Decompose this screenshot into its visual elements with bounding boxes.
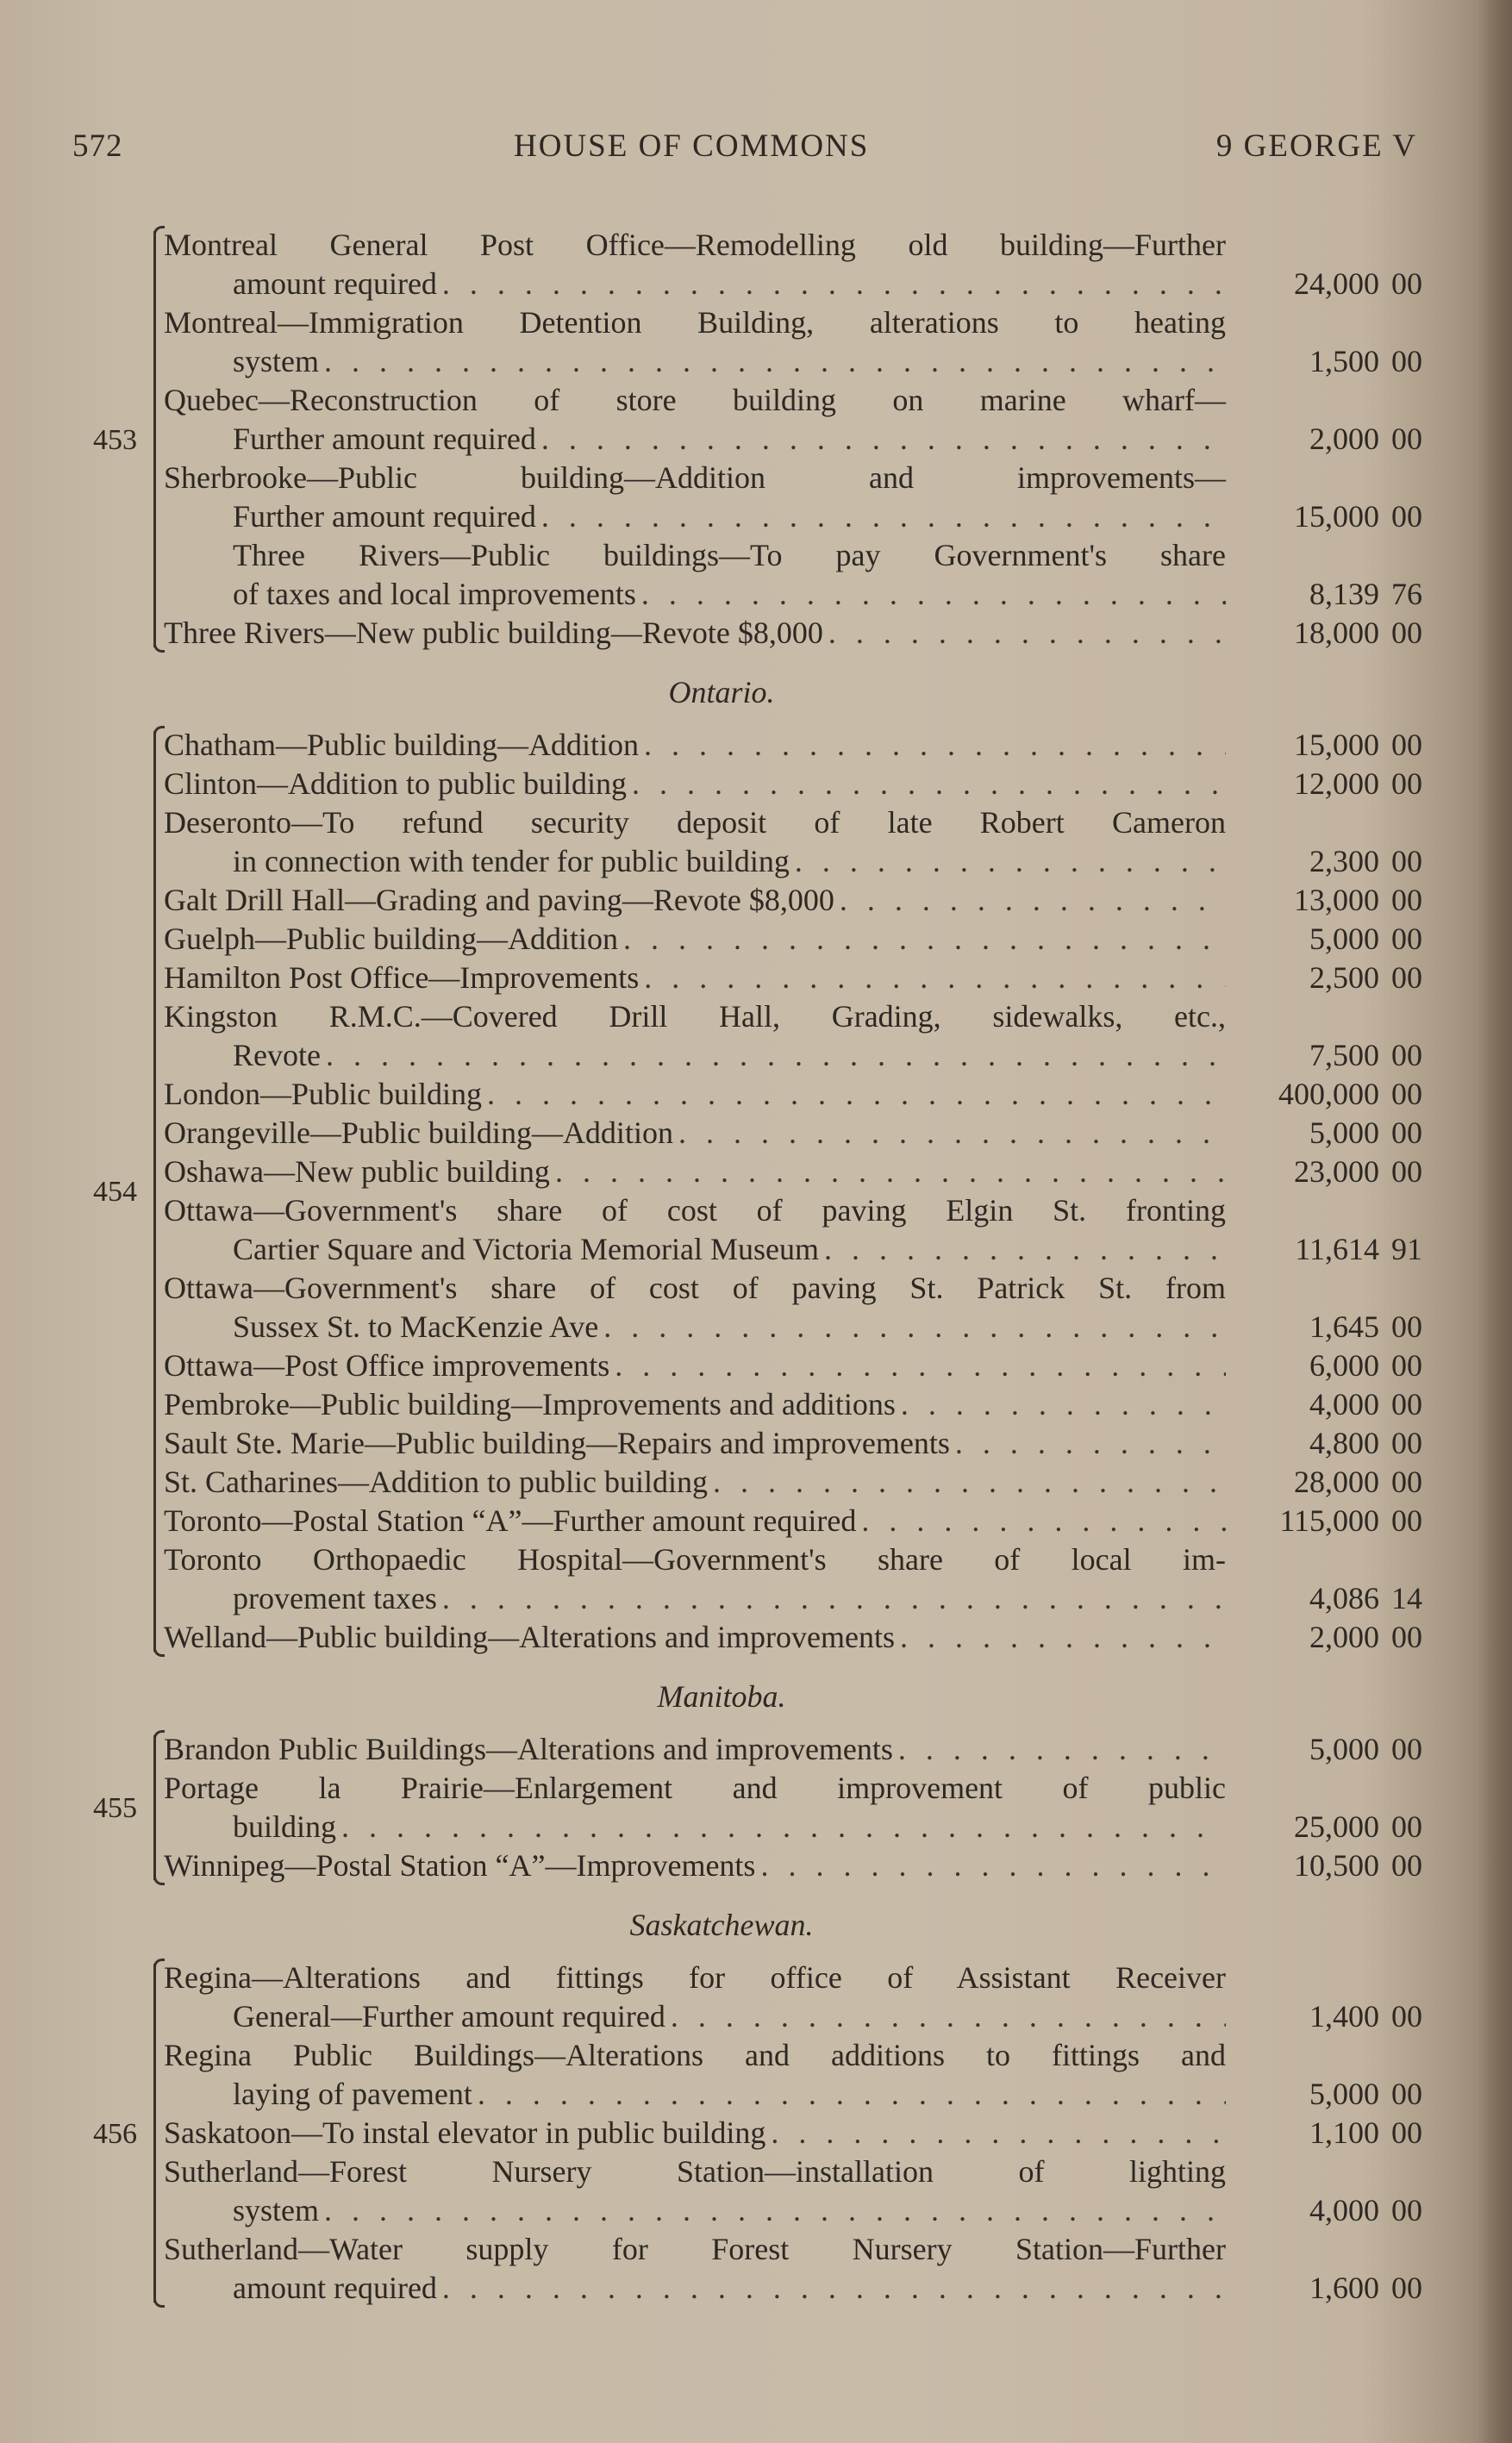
amount-cents: 00 [1391,266,1422,301]
entry-description [164,1959,1226,2036]
entry-last-line: Ottawa—Post Office improvements [164,1348,610,1383]
entry-last-line: Galt Drill Hall—Grading and paving—Revote $8,000 [164,883,834,917]
entry-first-line: Quebec—Reconstruction of store building on marine wharf— [164,383,1226,417]
appropriation-entry [0,1959,1512,2036]
dot-leader [478,2075,1226,2114]
entry-amount [1241,1730,1422,1769]
amount-cents: 00 [1391,2077,1422,2111]
vote-group [0,1730,1512,1885]
entry-amount [1241,842,1422,881]
appropriation-entry [0,1540,1512,1618]
amount-cents: 00 [1391,1426,1422,1460]
entry-last-line: in connection with tender for public building [233,844,790,878]
amount-cents: 00 [1391,1038,1422,1072]
entry-description [164,303,1226,381]
dot-leader [771,2114,1226,2152]
amount-dollars: 5,000 [1309,922,1379,956]
entry-amount [1241,1036,1422,1075]
entry-amount [1241,726,1422,765]
section-heading: Manitoba. [657,1679,786,1714]
entry-last-line: Clinton—Addition to public building [164,766,628,801]
entry-description [164,1769,1226,1846]
vote-number: 456 [93,2118,137,2150]
appropriation-entry [0,226,1512,303]
entry-amount [1241,342,1422,381]
entry-last-line: Sault Ste. Marie—Public building—Repairs and improvements [164,1426,950,1460]
appropriation-entry [0,1769,1512,1846]
entry-last-line: amount required [233,2271,437,2305]
amount-dollars: 5,000 [1309,2077,1379,2111]
appropriation-entry [0,803,1512,881]
appropriation-entry [0,614,1512,653]
amount-cents: 00 [1391,1809,1422,1844]
amount-cents: 00 [1391,2271,1422,2305]
entry-last-line: Brandon Public Buildings—Alterations and improvements [164,1732,893,1766]
amount-dollars: 4,086 [1309,1581,1379,1615]
dot-leader [861,1502,1226,1540]
entry-amount [1241,881,1422,920]
section-heading: Ontario. [668,675,775,709]
amount-cents: 00 [1391,1999,1422,2034]
entry-description [164,614,1226,653]
amount-cents: 00 [1391,1732,1422,1766]
amount-cents: 00 [1391,728,1422,762]
dot-leader [623,920,1226,959]
amount-cents: 00 [1391,1115,1422,1150]
entry-first-line: Montreal General Post Office—Remodelling old building—Further [164,228,1226,262]
dot-leader [341,1808,1226,1846]
amount-dollars: 2,000 [1309,1620,1379,1654]
entry-first-line: Montreal—Immigration Detention Building, alterations to heating [164,305,1226,340]
entry-amount [1241,1153,1422,1191]
appropriation-entry [0,2152,1512,2230]
amount-cents: 00 [1391,344,1422,378]
vote-number: 455 [93,1792,137,1824]
amount-cents: 91 [1391,1232,1422,1266]
entry-first-line: Portage la Prairie—Enlargement and improvement of public [164,1771,1226,1805]
entry-first-line: Deseronto—To refund security deposit of late Robert Cameron [164,805,1226,840]
amount-dollars: 6,000 [1309,1348,1379,1383]
entry-description [164,2230,1226,2308]
entry-amount [1241,2114,1422,2152]
appropriation-entry [0,1269,1512,1346]
dot-leader [603,1308,1226,1346]
entry-description [164,1075,1226,1114]
amount-dollars: 1,400 [1309,1999,1379,2034]
dot-leader [442,1579,1226,1618]
amount-dollars: 25,000 [1294,1809,1379,1844]
entry-description [164,920,1226,959]
amount-dollars: 5,000 [1309,1115,1379,1150]
entry-last-line: Further amount required [233,499,536,534]
entry-amount [1241,2075,1422,2114]
entry-last-line: Guelph—Public building—Addition [164,922,618,956]
entry-last-line: Cartier Square and Victoria Memorial Museum [233,1232,819,1266]
entry-first-line: Sutherland—Water supply for Forest Nursery Station—Further [164,2232,1226,2266]
entry-amount [1241,1075,1422,1114]
entry-description [164,881,1226,920]
entry-description [164,1346,1226,1385]
entry-last-line: Three Rivers—New public building—Revote $8,000 [164,615,823,650]
entry-last-line: system [233,2193,320,2227]
entry-amount [1241,265,1422,303]
amount-cents: 00 [1391,615,1422,650]
dot-leader [644,726,1226,765]
entry-amount [1241,2269,1422,2308]
entry-description [164,1463,1226,1502]
appropriation-entry [0,1424,1512,1463]
amount-dollars: 115,000 [1279,1503,1379,1538]
entry-description [164,765,1226,803]
entry-last-line: Further amount required [233,422,536,456]
amount-dollars: 15,000 [1294,728,1379,762]
entry-first-line: Sherbrooke—Public building—Addition and improvements— [164,460,1226,495]
appropriation-entry [0,1385,1512,1424]
amount-dollars: 5,000 [1309,1732,1379,1766]
appropriation-entry [0,1153,1512,1191]
entry-description [164,381,1226,459]
entry-amount [1241,1385,1422,1424]
entry-last-line: Winnipeg—Postal Station “A”—Improvements [164,1848,756,1883]
amount-dollars: 18,000 [1294,615,1379,650]
dot-leader [713,1463,1226,1502]
dot-leader [955,1424,1226,1463]
amount-cents: 00 [1391,1848,1422,1883]
amount-cents: 00 [1391,883,1422,917]
entry-amount [1241,1230,1422,1269]
amount-dollars: 1,500 [1309,344,1379,378]
dot-leader [898,1730,1226,1769]
entry-amount [1241,1618,1422,1657]
amount-dollars: 1,600 [1309,2271,1379,2305]
vote-number: 453 [93,424,137,456]
amount-cents: 00 [1391,960,1422,995]
appropriation-entry [0,1730,1512,1769]
entry-amount [1241,420,1422,459]
amount-cents: 00 [1391,1348,1422,1383]
appropriation-entry [0,1191,1512,1269]
vote-number: 454 [93,1176,137,1208]
appropriation-entry [0,2230,1512,2308]
appropriation-entry [0,1075,1512,1114]
entry-last-line: Oshawa—New public building [164,1154,550,1189]
appropriation-entry [0,459,1512,536]
entry-description [164,1191,1226,1269]
appropriation-entry [0,1618,1512,1657]
entry-first-line: Kingston R.M.C.—Covered Drill Hall, Grading, sidewalks, etc., [164,999,1226,1034]
amount-cents: 00 [1391,1387,1422,1421]
amount-cents: 00 [1391,1465,1422,1499]
entry-last-line: Sussex St. to MacKenzie Ave [233,1309,599,1344]
dot-leader [828,614,1226,653]
entry-last-line: General—Further amount required [233,1999,665,2034]
entry-last-line: amount required [233,266,437,301]
entry-description [164,1269,1226,1346]
entry-last-line: Saskatoon—To instal elevator in public building [164,2115,766,2150]
amount-cents: 00 [1391,766,1422,801]
entry-amount [1241,575,1422,614]
amount-dollars: 10,500 [1294,1848,1379,1883]
amount-dollars: 2,000 [1309,422,1379,456]
amount-dollars: 1,100 [1309,2115,1379,2150]
amount-dollars: 400,000 [1278,1077,1379,1111]
vote-group [0,726,1512,1657]
amount-cents: 00 [1391,844,1422,878]
amount-cents: 00 [1391,922,1422,956]
entry-last-line: provement taxes [233,1581,437,1615]
dot-leader [678,1114,1226,1153]
entry-last-line: Revote [233,1038,321,1072]
amount-cents: 76 [1391,577,1422,611]
appropriation-entry [0,959,1512,997]
entry-amount [1241,1308,1422,1346]
entry-last-line: Toronto—Postal Station “A”—Further amount required [164,1503,857,1538]
entry-amount [1241,1808,1422,1846]
page-number: 572 [72,128,123,164]
amount-dollars: 2,500 [1309,960,1379,995]
appropriation-entry [0,1346,1512,1385]
appropriation-entry [0,997,1512,1075]
entry-description [164,536,1226,614]
dot-leader [615,1346,1226,1385]
entry-description [164,1385,1226,1424]
entry-amount [1241,1846,1422,1885]
entry-amount [1241,1114,1422,1153]
entry-last-line: London—Public building [164,1077,482,1111]
amount-cents: 00 [1391,1154,1422,1189]
entry-description [164,1424,1226,1463]
dot-leader [541,497,1226,536]
appropriation-entry [0,765,1512,803]
entry-last-line: Hamilton Post Office—Improvements [164,960,640,995]
dot-leader [671,1997,1226,2036]
entry-amount [1241,765,1422,803]
dot-leader [487,1075,1226,1114]
appropriation-entry [0,1114,1512,1153]
entry-amount [1241,1997,1422,2036]
appropriation-entry [0,536,1512,614]
dot-leader [326,1036,1226,1075]
amount-dollars: 4,000 [1309,2193,1379,2227]
amount-cents: 00 [1391,2115,1422,2150]
vote-group [0,226,1512,653]
entry-first-line: Ottawa—Government's share of cost of paving St. Patrick St. from [164,1271,1226,1305]
amount-dollars: 4,000 [1309,1387,1379,1421]
appropriation-entry [0,1846,1512,1885]
appropriation-entry [0,2036,1512,2114]
amount-dollars: 1,645 [1309,1309,1379,1344]
entry-description [164,1618,1226,1657]
entry-first-line: Toronto Orthopaedic Hospital—Government's share of local im- [164,1542,1226,1577]
amount-cents: 00 [1391,2193,1422,2227]
entry-first-line: Sutherland—Forest Nursery Station—installation of lighting [164,2154,1226,2189]
amount-dollars: 23,000 [1294,1154,1379,1189]
entry-last-line: Chatham—Public building—Addition [164,728,639,762]
entry-amount [1241,2191,1422,2230]
appropriation-entry [0,381,1512,459]
dot-leader [555,1153,1226,1191]
entry-amount [1241,1424,1422,1463]
entry-amount [1241,1579,1422,1618]
amount-cents: 00 [1391,1503,1422,1538]
entry-last-line: building [233,1809,337,1844]
entry-first-line: Ottawa—Government's share of cost of paving Elgin St. fronting [164,1193,1226,1228]
amount-dollars: 7,500 [1309,1038,1379,1072]
amount-dollars: 24,000 [1294,266,1379,301]
entry-amount [1241,614,1422,653]
entry-description [164,226,1226,303]
entry-amount [1241,497,1422,536]
dot-leader [541,420,1226,459]
dot-leader [840,881,1226,920]
dot-leader [901,1385,1226,1424]
dot-leader [900,1618,1226,1657]
amount-dollars: 15,000 [1294,499,1379,534]
appropriation-entry [0,726,1512,765]
dot-leader [632,765,1226,803]
appropriation-entry [0,1502,1512,1540]
entry-description [164,2152,1226,2230]
appropriation-entry [0,1463,1512,1502]
amount-cents: 14 [1391,1581,1422,1615]
entry-description [164,1153,1226,1191]
entry-last-line: system [233,344,320,378]
amount-cents: 00 [1391,1309,1422,1344]
dot-leader [644,959,1226,997]
entry-description [164,959,1226,997]
entry-last-line: laying of pavement [233,2077,472,2111]
amount-dollars: 11,614 [1295,1232,1379,1266]
entry-description [164,2114,1226,2152]
entry-amount [1241,959,1422,997]
entry-description [164,1730,1226,1769]
entry-last-line: St. Catharines—Addition to public building [164,1465,708,1499]
entry-description [164,997,1226,1075]
section-heading: Saskatchewan. [629,1908,814,1942]
amount-cents: 00 [1391,422,1422,456]
entry-last-line: of taxes and local improvements [233,577,636,611]
dot-leader [324,342,1226,381]
amount-dollars: 4,800 [1309,1426,1379,1460]
entry-description [164,1502,1226,1540]
entry-amount [1241,1346,1422,1385]
appropriation-entry [0,303,1512,381]
appropriation-entry [0,920,1512,959]
amount-cents: 00 [1391,499,1422,534]
entry-description [164,1114,1226,1153]
amount-dollars: 8,139 [1309,577,1379,611]
dot-leader [795,842,1226,881]
entry-description [164,2036,1226,2114]
appropriation-entry [0,881,1512,920]
amount-dollars: 28,000 [1294,1465,1379,1499]
amount-dollars: 12,000 [1294,766,1379,801]
amount-dollars: 13,000 [1294,883,1379,917]
entry-description [164,726,1226,765]
page-header [72,128,1417,171]
entry-amount [1241,1463,1422,1502]
entry-first-line: Regina Public Buildings—Alterations and additions to fittings and [164,2038,1226,2072]
dot-leader [442,2269,1226,2308]
vote-group [0,1959,1512,2308]
entry-last-line: Orangeville—Public building—Addition [164,1115,673,1150]
amount-cents: 00 [1391,1620,1422,1654]
dot-leader [641,575,1226,614]
running-title: HOUSE OF COMMONS [514,128,870,164]
entry-last-line: Welland—Public building—Alterations and improvements [164,1620,895,1654]
dot-leader [324,2191,1226,2230]
amount-dollars: 2,300 [1309,844,1379,878]
entry-first-line: Regina—Alterations and fittings for office of Assistant Receiver [164,1960,1226,1995]
entry-description [164,803,1226,881]
appropriations-list [0,226,1512,2308]
entry-description [164,1846,1226,1885]
entry-last-line: Pembroke—Public building—Improvements and additions [164,1387,896,1421]
entry-first-line: Three Rivers—Public buildings—To pay Government's share [233,538,1226,572]
entry-amount [1241,920,1422,959]
entry-description [164,459,1226,536]
amount-cents: 00 [1391,1077,1422,1111]
dot-leader [824,1230,1226,1269]
entry-description [164,1540,1226,1618]
dot-leader [760,1846,1226,1885]
entry-amount [1241,1502,1422,1540]
regnal-year: 9 GEORGE V [1215,128,1417,164]
appropriation-entry [0,2114,1512,2152]
dot-leader [442,265,1226,303]
